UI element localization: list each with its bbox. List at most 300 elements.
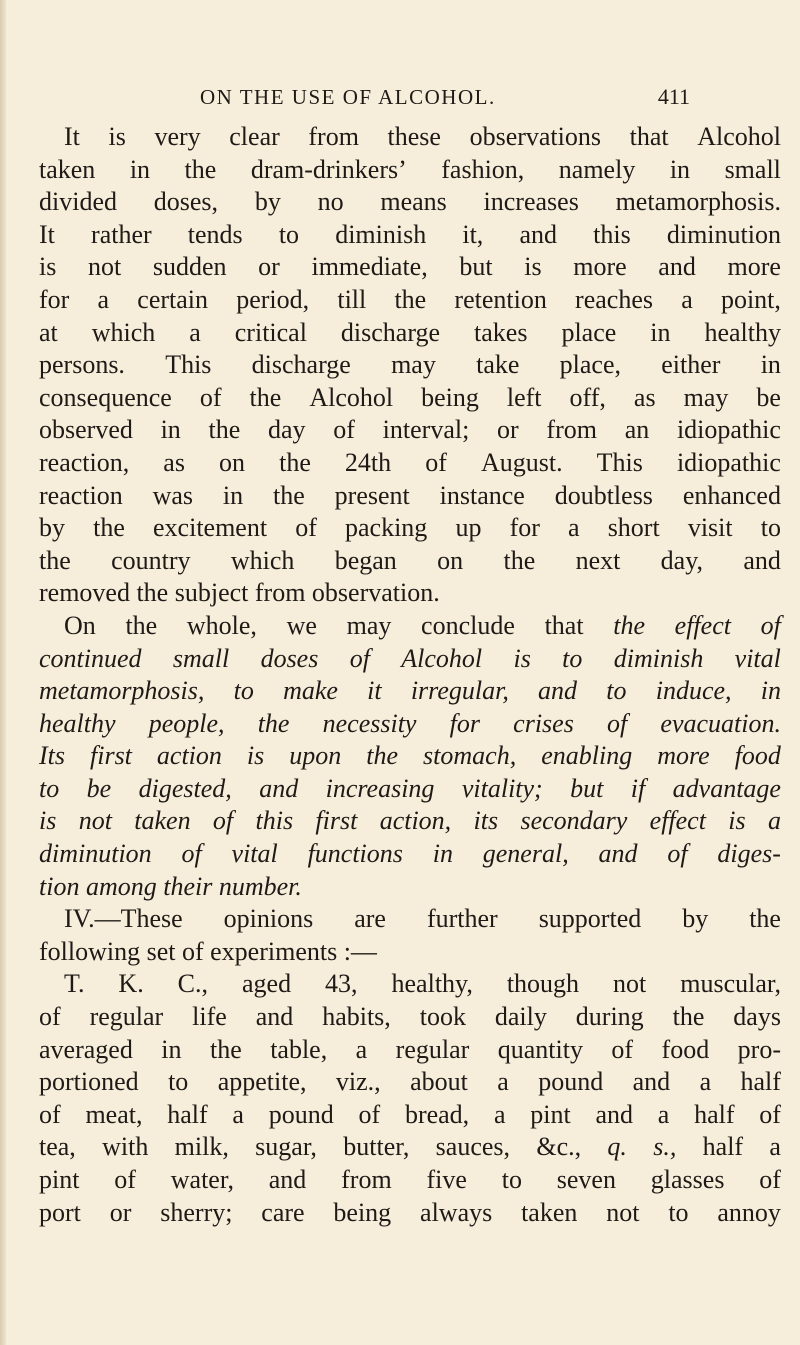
word: stomach, [423, 741, 517, 771]
word: half [702, 1132, 744, 1162]
word: reaction, [39, 447, 130, 477]
word: vital [231, 839, 278, 869]
word: being [333, 1197, 392, 1227]
word: August. [480, 447, 563, 477]
word: the [209, 1034, 242, 1064]
word: is [524, 252, 542, 282]
word: in [650, 317, 671, 347]
word: to [39, 773, 60, 803]
word: of [759, 1099, 781, 1129]
word: this [255, 806, 294, 836]
word: in [432, 839, 453, 869]
word: q. [607, 1132, 627, 1162]
word: to [760, 513, 781, 543]
word: five [426, 1165, 467, 1194]
word: dram-drinkers’ [250, 154, 407, 184]
word: present [334, 480, 410, 510]
word: regular [89, 1002, 164, 1032]
word: by [39, 513, 65, 543]
word: effect [649, 806, 706, 836]
word: an [624, 415, 650, 445]
word: from [308, 122, 359, 151]
text-line [39, 186, 781, 219]
word: life [192, 1002, 227, 1032]
word: on [219, 447, 246, 477]
word: it, [462, 219, 484, 249]
word: and [743, 545, 781, 575]
word: day, [660, 545, 704, 575]
text-line [39, 643, 781, 676]
word: is [728, 806, 746, 836]
word: off, [569, 382, 606, 412]
word: to [668, 1197, 689, 1227]
word: vital [734, 643, 781, 673]
word: portioned [39, 1067, 139, 1097]
text-line [39, 903, 781, 936]
word: a [493, 1099, 506, 1129]
word: in [160, 415, 181, 445]
word: This [165, 350, 212, 380]
word: the [208, 415, 241, 445]
word: first [315, 806, 358, 836]
text-line [39, 773, 781, 806]
word: left [506, 382, 542, 412]
word: reaction [39, 480, 123, 510]
text-line [39, 251, 781, 284]
word: always [420, 1197, 493, 1227]
text-line [39, 447, 781, 480]
word: to [168, 1067, 189, 1097]
word: make [283, 676, 338, 706]
text-line [39, 1066, 781, 1099]
word: short [607, 513, 660, 543]
word: Alcohol [697, 122, 781, 151]
word: to [278, 219, 300, 249]
word: metamorphosis. [615, 187, 781, 217]
word: these [387, 122, 441, 151]
text-line [39, 512, 781, 545]
word: 24th [344, 447, 392, 477]
word: taken [521, 1197, 578, 1227]
word: a [568, 513, 580, 543]
text-line [39, 577, 781, 610]
word: of [358, 1099, 381, 1129]
word: to [606, 676, 627, 706]
word: for [449, 708, 480, 738]
word: butter, [343, 1132, 410, 1162]
text-line [39, 838, 781, 871]
text-line [39, 1197, 781, 1230]
word: appetite, [217, 1067, 307, 1097]
text-line [39, 871, 781, 904]
word: country [111, 545, 191, 575]
word: upon [289, 741, 342, 771]
word: take [476, 350, 520, 380]
word: induce, [655, 676, 732, 706]
text-line [39, 219, 781, 252]
word: fashion, [441, 154, 525, 184]
word: C., [177, 969, 209, 999]
text-line [39, 154, 781, 187]
word: retention [454, 284, 547, 314]
word: of [667, 839, 688, 869]
word: s., [653, 1132, 677, 1162]
text-line [39, 121, 781, 154]
word: place [561, 317, 617, 347]
word: on [437, 545, 464, 575]
word: of [39, 1099, 61, 1129]
word: at [39, 317, 58, 347]
word: doses, [153, 187, 219, 217]
word: diges- [717, 839, 781, 869]
word: port [39, 1197, 81, 1227]
word: Alcohol [309, 382, 394, 412]
word: discharge [340, 317, 441, 347]
word: not [87, 252, 122, 282]
word: diminution [666, 219, 781, 249]
word: are [354, 904, 386, 934]
word: point, [720, 284, 781, 314]
word: action, [379, 806, 452, 836]
word: T. [64, 969, 85, 999]
word: people, [148, 708, 225, 738]
word: annoy [717, 1197, 781, 1227]
word: persons. [39, 350, 125, 380]
text-line [39, 936, 781, 969]
word: may [391, 350, 436, 380]
word: muscular, [680, 969, 781, 999]
running-title: ON THE USE OF ALCOHOL. [200, 85, 496, 109]
word: secondary [520, 806, 628, 836]
word: by [682, 904, 709, 934]
word: averaged [39, 1034, 133, 1064]
word: but [570, 773, 604, 803]
word: increases [483, 187, 579, 217]
word: healthy [39, 708, 116, 738]
word: excitement [153, 513, 268, 543]
word: a [232, 1099, 244, 1129]
word: pint [39, 1165, 80, 1194]
word: small [724, 154, 781, 184]
word: critical [234, 317, 307, 347]
word: doubtless [554, 480, 653, 510]
line-segment: tion among their number. [39, 871, 302, 901]
word: from [341, 1165, 392, 1194]
word: to [562, 643, 583, 673]
word: in [669, 154, 691, 184]
word: IV.—These [64, 904, 183, 934]
word: tends [187, 219, 243, 249]
word: and [598, 839, 638, 869]
word: of [114, 1165, 136, 1194]
word: in [161, 1034, 182, 1064]
word: of [607, 708, 628, 738]
word: taken [39, 154, 96, 184]
word: taken [134, 806, 191, 836]
text-line [39, 610, 781, 643]
word: regular [395, 1034, 470, 1064]
word: up [455, 513, 482, 543]
word: which [91, 317, 156, 347]
word: means [380, 187, 447, 217]
word: rather [91, 219, 152, 249]
word: or [258, 252, 280, 282]
word: small [172, 643, 230, 673]
word: pound [538, 1067, 604, 1097]
word: a [97, 284, 110, 314]
word: half [167, 1099, 208, 1129]
word: as [633, 382, 656, 412]
word: interval; [382, 415, 470, 445]
word: observed [39, 415, 133, 445]
word: of [199, 382, 222, 412]
word: for [39, 284, 70, 314]
word: the [257, 708, 290, 738]
word: though [506, 969, 580, 999]
word: we [286, 610, 317, 640]
word: of [181, 839, 202, 869]
word: necessity [322, 708, 417, 738]
word: food [661, 1034, 710, 1064]
word: enabling [541, 741, 633, 771]
text-line [39, 1164, 781, 1197]
word: visit [687, 513, 733, 543]
word: pint [530, 1099, 571, 1129]
word: of [39, 1002, 61, 1032]
word: sauces, [435, 1132, 511, 1162]
word: the [366, 741, 399, 771]
word: days [733, 1002, 781, 1032]
text-line [39, 1099, 781, 1132]
word: packing [345, 513, 428, 543]
word: the [249, 382, 282, 412]
word: about [410, 1067, 468, 1097]
word: with [102, 1132, 149, 1162]
word: was [152, 480, 194, 510]
word: a [497, 1067, 509, 1097]
word: of [295, 513, 317, 543]
word: On [64, 610, 96, 640]
word: glasses [650, 1165, 725, 1194]
word: place, [559, 350, 621, 380]
word: the [749, 904, 781, 934]
word: the [279, 447, 311, 477]
word: quantity [497, 1034, 583, 1064]
word: that [629, 122, 669, 151]
word: in [760, 350, 781, 380]
text-line [39, 1034, 781, 1067]
word: may [346, 610, 392, 640]
word: general, [482, 839, 569, 869]
word: the [672, 1002, 705, 1032]
page-gutter-shadow [0, 0, 6, 1345]
word: observations [469, 122, 601, 151]
word: either [661, 350, 721, 380]
word: more [657, 741, 710, 771]
word: tea, [39, 1132, 76, 1162]
word: as [163, 447, 185, 477]
word: sugar, [255, 1132, 317, 1162]
text-line [39, 968, 781, 1001]
word: discharge [251, 350, 351, 380]
word: milk, [174, 1132, 229, 1162]
word: reaches [575, 284, 653, 314]
text-line [39, 545, 781, 578]
word: of [760, 610, 781, 640]
word: of [611, 1034, 634, 1064]
word: of [349, 643, 370, 673]
word: the [273, 480, 305, 510]
word: is [39, 806, 57, 836]
word: and [255, 1002, 294, 1032]
word: the [93, 513, 125, 543]
word: conclude [421, 610, 515, 640]
page-number: 411 [657, 84, 690, 109]
word: daily [494, 1002, 547, 1032]
word: the [39, 545, 71, 575]
word: the [125, 610, 158, 640]
word: Alcohol [401, 643, 483, 673]
word: healthy, [391, 969, 473, 999]
word: bread, [404, 1099, 470, 1129]
word: functions [307, 839, 403, 869]
word: during [575, 1002, 644, 1032]
word: a [189, 317, 201, 347]
word: sudden [152, 252, 227, 282]
word: It [39, 219, 55, 249]
word: this [593, 219, 631, 249]
word: supported [538, 904, 642, 934]
word: effect [674, 610, 731, 640]
word: whole, [186, 610, 257, 640]
word: Its [39, 741, 65, 771]
word: care [261, 1197, 305, 1227]
word: takes [474, 317, 528, 347]
word: more [727, 252, 781, 282]
word: more [573, 252, 627, 282]
word: period, [236, 284, 310, 314]
line-segment: removed the subject from observation. [39, 578, 440, 608]
body-text [39, 121, 781, 1229]
word: a [699, 1067, 712, 1097]
word: and [595, 1099, 634, 1129]
word: idiopathic [676, 415, 781, 445]
word: and [259, 773, 299, 803]
word: is [39, 252, 57, 282]
word: &c., [536, 1132, 582, 1162]
text-line [39, 708, 781, 741]
word: to [501, 1165, 522, 1194]
text-line [39, 1131, 781, 1164]
word: advantage [672, 773, 781, 803]
word: evacuation. [660, 708, 781, 738]
word: diminish [335, 219, 427, 249]
word: it [367, 676, 382, 706]
word: and [538, 676, 578, 706]
text-line [39, 349, 781, 382]
word: that [544, 610, 584, 640]
word: the [394, 284, 427, 314]
word: action [156, 741, 222, 771]
word: a [767, 806, 781, 836]
word: is [246, 741, 265, 771]
word: crises [513, 708, 574, 738]
word: seven [556, 1165, 616, 1194]
word: water, [170, 1165, 234, 1194]
word: meat, [85, 1099, 143, 1129]
word: in [760, 676, 781, 706]
word: very [154, 122, 201, 151]
word: and [519, 219, 557, 249]
word: began [334, 545, 397, 575]
word: not [78, 806, 112, 836]
word: doses [260, 643, 319, 673]
word: idiopathic [676, 447, 781, 477]
word: sherry; [160, 1197, 233, 1227]
text-line [39, 382, 781, 415]
word: first [90, 741, 132, 771]
word: but [459, 252, 493, 282]
word: vitality; [461, 773, 543, 803]
word: namely [558, 154, 636, 184]
word: food [734, 741, 781, 771]
word: the [184, 154, 217, 184]
word: continued [39, 643, 142, 673]
text-line [39, 317, 781, 350]
word: to [233, 676, 254, 706]
word: certain [137, 284, 209, 314]
word: if [630, 773, 646, 803]
word: took [419, 1002, 466, 1032]
word: a [769, 1132, 781, 1162]
word: irregular, [410, 676, 509, 706]
word: immediate, [311, 252, 428, 282]
word: diminish [613, 643, 704, 673]
word: the [613, 610, 645, 640]
word: of [425, 447, 447, 477]
word: aged [241, 969, 292, 999]
word: day [268, 415, 306, 445]
word: It [64, 122, 80, 151]
word: digested, [138, 773, 232, 803]
word: half [694, 1099, 735, 1129]
word: divided [39, 187, 117, 217]
word: or [109, 1197, 132, 1227]
word: in [222, 480, 244, 510]
word: not [606, 1197, 640, 1227]
word: is [513, 643, 531, 673]
word: instance [439, 480, 525, 510]
word: opinions [223, 904, 314, 934]
word: half [740, 1067, 781, 1097]
word: and [632, 1067, 671, 1097]
word: clear [229, 122, 280, 151]
text-line [39, 805, 781, 838]
word: be [756, 382, 781, 412]
running-head [200, 84, 690, 110]
word: no [317, 187, 344, 217]
word: the [503, 545, 536, 575]
word: till [337, 284, 367, 314]
text-line [39, 1001, 781, 1034]
word: for [509, 513, 540, 543]
word: of [759, 1165, 781, 1194]
word: in [129, 154, 151, 184]
word: 43, [325, 969, 358, 999]
word: further [426, 904, 498, 934]
word: healthy [704, 317, 781, 347]
word: its [473, 806, 499, 836]
